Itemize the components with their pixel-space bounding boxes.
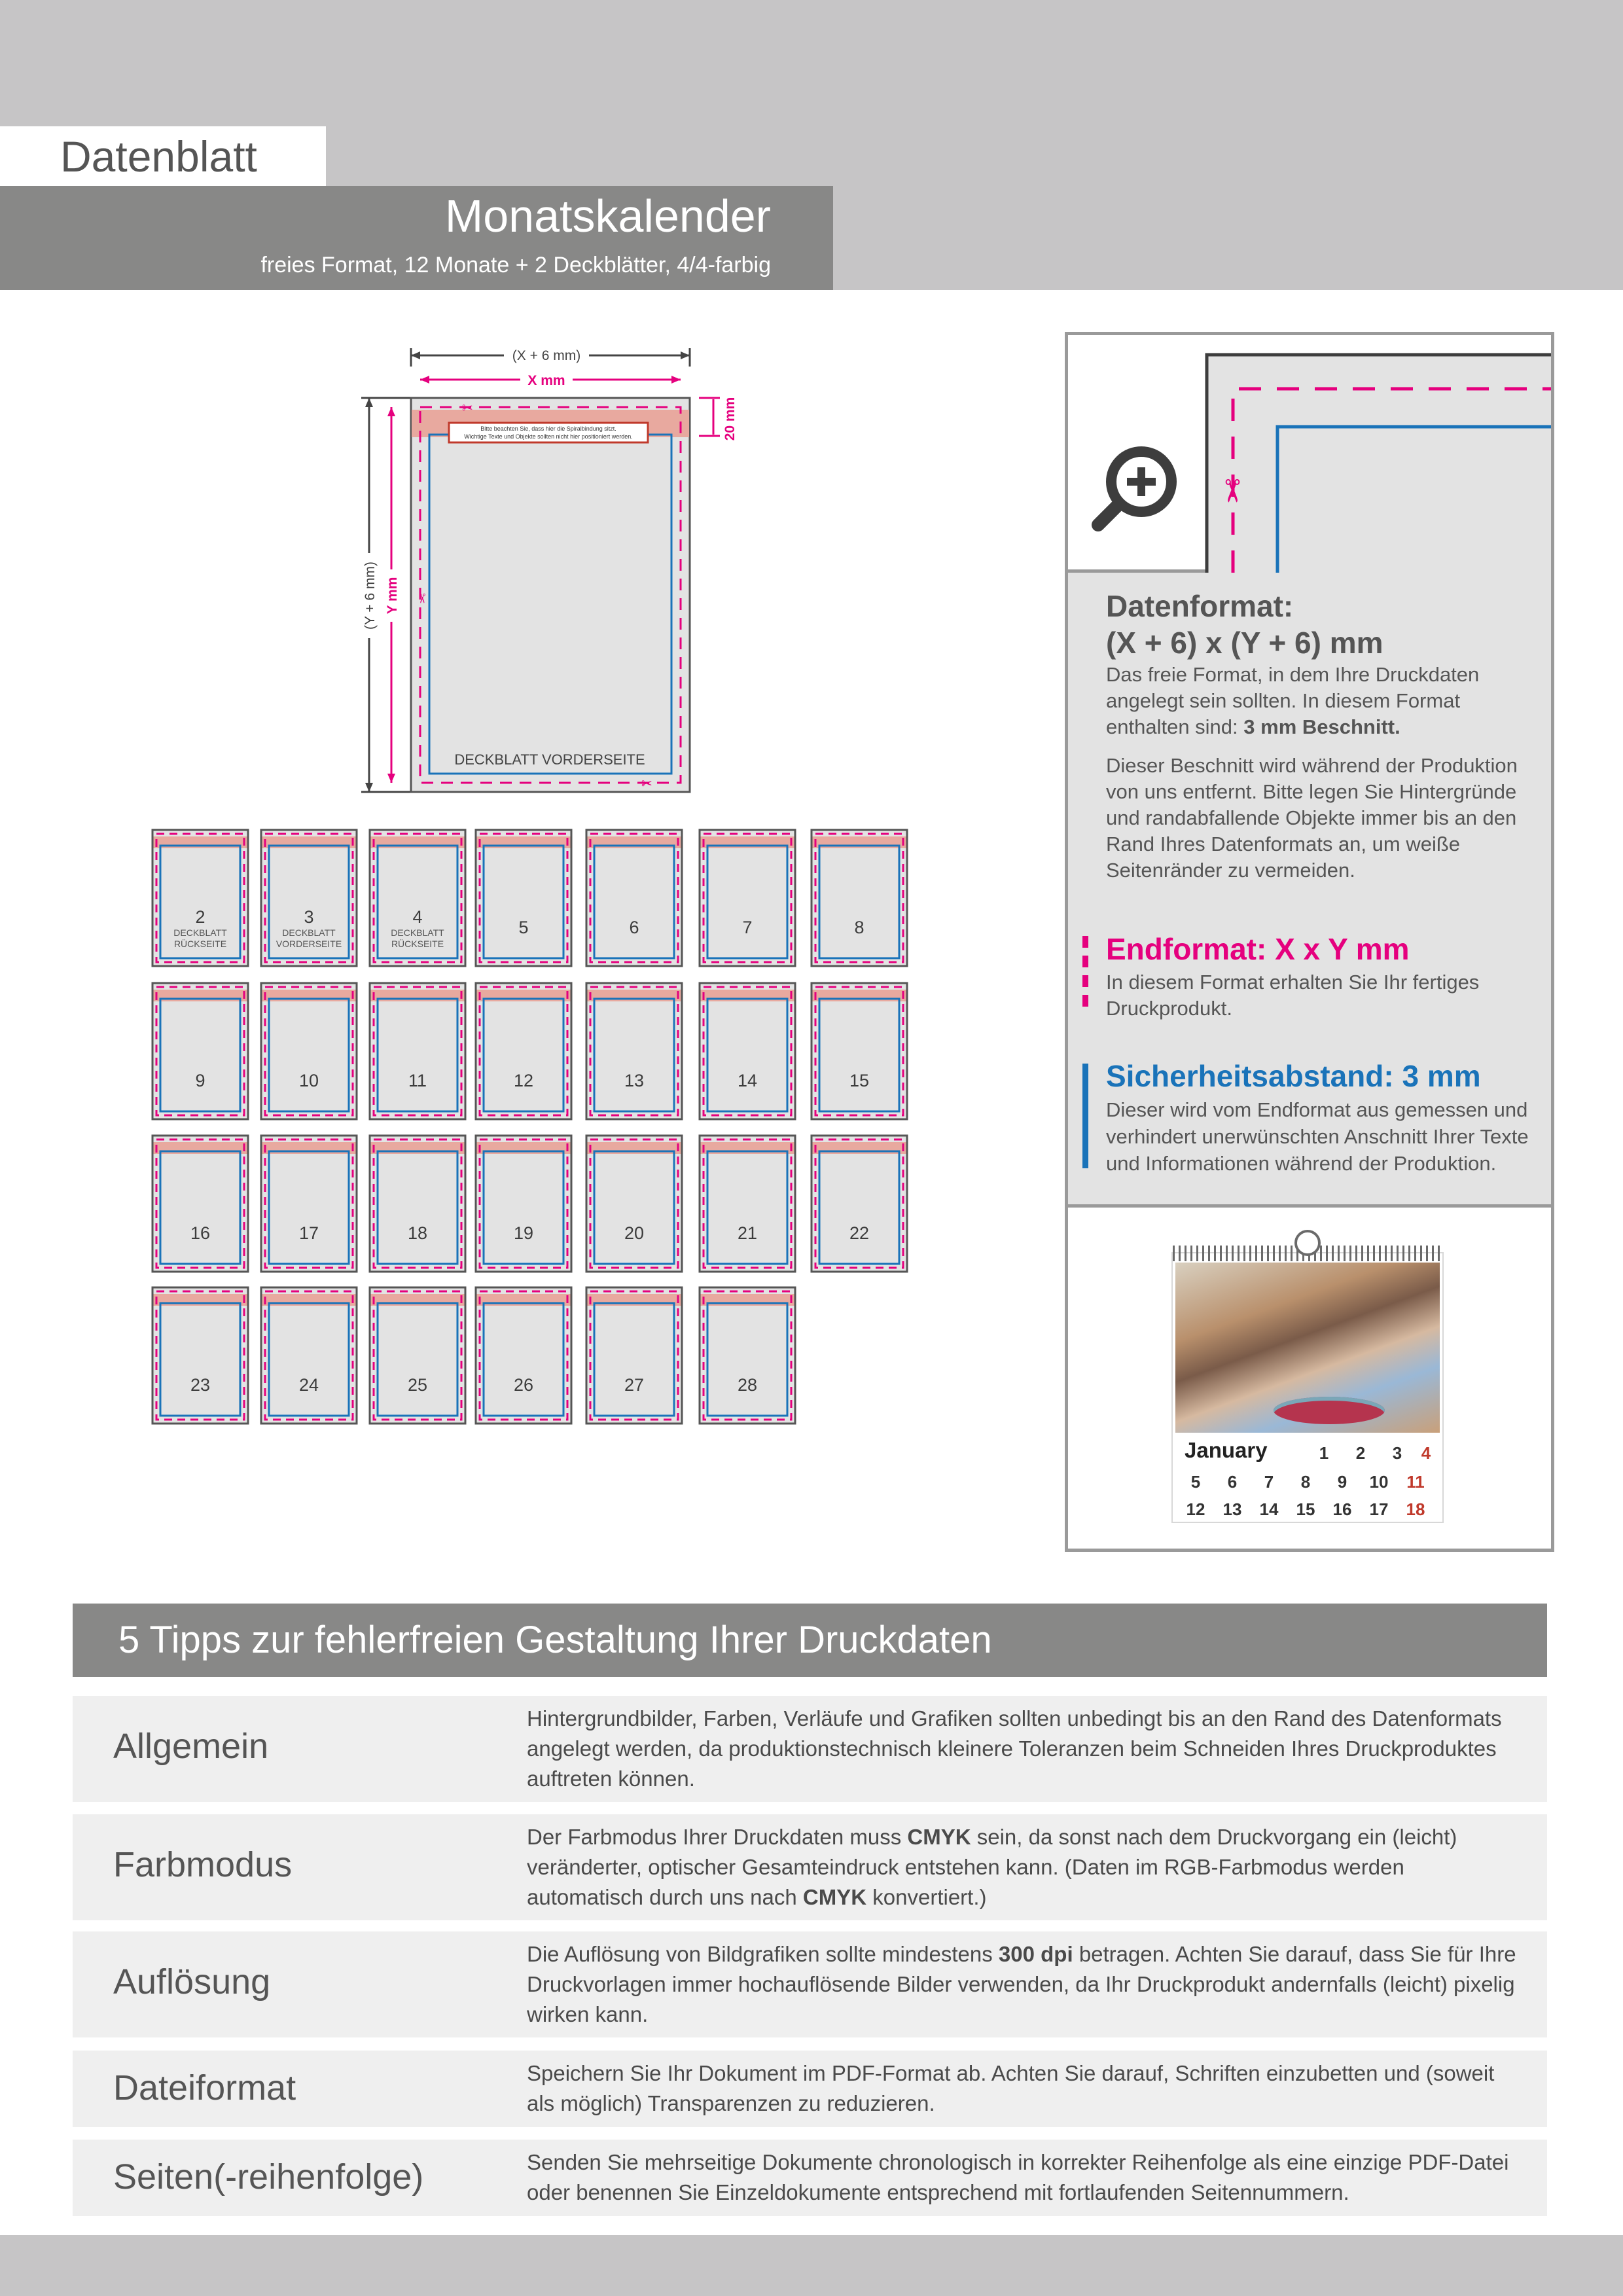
page-thumbnail <box>812 1136 907 1272</box>
page-number: 24 <box>298 1375 319 1395</box>
page-number: 5 <box>518 918 529 937</box>
tips-header <box>73 1604 1547 1677</box>
page-thumbnail <box>586 1136 682 1272</box>
page-thumbnail <box>812 983 907 1119</box>
tip-text-bold: CMYK <box>802 1885 867 1909</box>
page-number: 17 <box>298 1223 319 1243</box>
cal-day: 12 <box>1186 1499 1205 1519</box>
page-number: 20 <box>624 1223 645 1243</box>
page-thumbnail <box>700 830 795 966</box>
page-number: 3 <box>304 907 314 927</box>
tip-allgemein <box>73 1696 1547 1802</box>
page-thumbnail <box>700 983 795 1119</box>
spiral-note-line1: Bitte beachten Sie, dass hier die Spiralbindung sitzt. <box>480 425 616 432</box>
page-number: 6 <box>629 918 639 937</box>
tip-text-part: Die Auflösung von Bildgrafiken sollte mindestens <box>527 1942 993 1966</box>
page-number: 9 <box>195 1071 205 1090</box>
page-thumbnail <box>700 1287 795 1424</box>
page-thumbnail <box>261 983 357 1119</box>
cal-day: 5 <box>1190 1472 1201 1492</box>
cal-day: 18 <box>1406 1499 1425 1519</box>
page-number: 22 <box>849 1223 870 1243</box>
tip-aufloesung <box>73 1931 1547 2037</box>
page-thumbnail <box>370 830 465 966</box>
page-number: 4 <box>412 907 423 927</box>
cal-day: 11 <box>1406 1472 1425 1492</box>
format-text <box>1068 573 1551 1208</box>
cal-day: 1 <box>1319 1443 1329 1463</box>
cal-day: 15 <box>1296 1499 1315 1519</box>
page-number: 28 <box>737 1375 758 1395</box>
y-dimension <box>382 407 402 783</box>
page-thumbnail <box>586 983 682 1119</box>
bleed-detail-illustration <box>1068 335 1551 573</box>
tips-title: 5 Tipps zur fehlerfreien Gestaltung Ihrer Druckdaten <box>118 1619 992 1661</box>
sicherheit-marker <box>1082 1064 1088 1168</box>
page-number: 18 <box>407 1223 428 1243</box>
page-sub-label: VORDERSEITE <box>276 939 342 949</box>
beschnitt-text: Dieser Beschnitt wird während der Produktion von uns entfernt. Bitte legen Sie Hintergründe und randabfallende Objekte immer bis an den Rand Ihres Datenformats an, um weiße Seitenränder zu vermeiden. <box>1106 754 1518 882</box>
page-thumbnail <box>476 1287 571 1424</box>
tip-text: Hintergrundbilder, Farben, Verläufe und Grafiken sollten unbedingt bis an den Rand des Datenformats angelegt werden, da produktionstechnisch kleinere Toleranzen beim Schneiden Ihres Druckproduktes auftreten können. <box>527 1706 1502 1791</box>
page-number: 25 <box>407 1375 428 1395</box>
page-number: 7 <box>742 918 753 937</box>
calendar-preview <box>1068 1208 1551 1549</box>
scissors-icon: ✂ <box>1214 478 1249 505</box>
cal-day: 2 <box>1355 1443 1366 1463</box>
page-thumbnail <box>476 1136 571 1272</box>
tip-label: Auflösung <box>113 1962 271 2001</box>
cal-day: 6 <box>1227 1472 1238 1492</box>
svg-text:✂: ✂ <box>414 593 429 604</box>
magnifier-plus-icon <box>1098 452 1171 525</box>
page-number: 15 <box>849 1071 870 1090</box>
spiral-note-line2: Wichtige Texte und Objekte sollten nicht hier positioniert werden. <box>464 433 633 440</box>
endformat-marker <box>1082 936 1088 1014</box>
page-thumbnail <box>370 1287 465 1424</box>
cal-day: 14 <box>1259 1499 1279 1519</box>
page-number: 12 <box>513 1071 534 1090</box>
page-thumbnail <box>152 1287 248 1424</box>
page-number: 23 <box>190 1375 211 1395</box>
cal-day: 9 <box>1337 1472 1347 1492</box>
tip-text-part: konvertiert.) <box>872 1885 987 1909</box>
page-thumbnail <box>152 1136 248 1272</box>
y-label: Y mm <box>385 577 400 615</box>
datenformat-formula: (X + 6) x (Y + 6) mm <box>1106 626 1383 660</box>
page-thumbnail <box>700 1136 795 1272</box>
sicherheit-title: Sicherheitsabstand: 3 mm <box>1106 1059 1481 1093</box>
page-title: Monatskalender <box>444 190 771 242</box>
tip-text <box>527 1822 1522 1912</box>
width-label: (X + 6 mm) <box>512 348 581 363</box>
page-thumbnail <box>370 1136 465 1272</box>
width-dimension <box>411 346 690 367</box>
cal-day: 13 <box>1222 1499 1242 1519</box>
top-zone-dimension <box>699 397 738 441</box>
page-number: 8 <box>854 918 865 937</box>
svg-text:✂: ✂ <box>462 401 473 416</box>
x-label: X mm <box>527 373 565 388</box>
page-number: 11 <box>408 1071 427 1090</box>
tip-text: Senden Sie mehrseitige Dokumente chronologisch in korrekter Reihenfolge als eine einzige PDF-Datei oder benennen Sie Einzeldokumente entsprechend mit fortlaufenden Seitennummern. <box>527 2150 1509 2204</box>
tip-text-bold: CMYK <box>907 1825 971 1849</box>
calendar-mockup <box>1173 1253 1442 1522</box>
family-photo <box>1175 1263 1440 1433</box>
format-info-panel <box>1065 332 1554 1552</box>
svg-text:✂: ✂ <box>641 777 652 791</box>
cal-day: 16 <box>1332 1499 1352 1519</box>
tip-label: Farbmodus <box>113 1845 293 1884</box>
tip-seiten <box>73 2140 1547 2216</box>
page-thumbnail <box>586 1287 682 1424</box>
page-number: 27 <box>624 1375 645 1395</box>
page-number: 19 <box>513 1223 534 1243</box>
document-tag-label: Datenblatt <box>60 132 257 181</box>
tip-text-part: Der Farbmodus Ihrer Druckdaten muss <box>527 1825 902 1849</box>
page-number: 2 <box>195 907 205 927</box>
page-thumbnail <box>586 830 682 966</box>
tip-text-part: betragen. Achten Sie darauf, dass Sie für Ihre Druckvorlagen immer hochauflösende Bilder verwenden, da Ihr Druckprodukt andernfalls (leicht) pixelig wirken kann. <box>527 1942 1516 2026</box>
page-sub-label: DECKBLATT <box>282 927 336 938</box>
page-thumbnail <box>476 830 571 966</box>
tip-label: Seiten(-reihenfolge) <box>113 2157 424 2197</box>
cal-day: 10 <box>1369 1472 1389 1492</box>
page-number: 16 <box>190 1223 211 1243</box>
page-number: 13 <box>624 1071 645 1090</box>
cal-day: 17 <box>1369 1499 1389 1519</box>
document-tag <box>0 126 326 186</box>
calendar-format-diagram <box>0 314 929 1440</box>
page-thumbnail <box>152 830 248 966</box>
tip-farbmodus <box>73 1814 1547 1920</box>
cover-page-label: DECKBLATT VORDERSEITE <box>454 751 645 768</box>
tip-label: Dateiformat <box>113 2068 296 2108</box>
page-number: 14 <box>737 1071 758 1090</box>
sicherheit-text: Dieser wird vom Endformat aus gemessen und verhindert unerwünschten Anschnitt Ihrer Texte und Informationen während der Produktion. <box>1106 1098 1529 1175</box>
page-thumbnail <box>261 1287 357 1424</box>
tip-text-bold: 300 dpi <box>998 1942 1073 1966</box>
endformat-text: In diesem Format erhalten Sie Ihr fertiges Druckprodukt. <box>1106 971 1480 1020</box>
title-box <box>0 186 833 290</box>
tip-text-part: sein, da sonst nach dem Druckvorgang ein (leicht) veränderter, optischer Gesamteindruck entstehen kann. (Daten im RGB-Farbmodus werden automatisch durch uns nach <box>527 1825 1457 1909</box>
height-label: (Y + 6 mm) <box>363 561 378 630</box>
cal-day: 7 <box>1264 1472 1274 1492</box>
page-thumbnail <box>261 830 357 966</box>
tip-label: Allgemein <box>113 1727 269 1766</box>
page-thumbnail <box>370 983 465 1119</box>
datenformat-title: Datenformat: <box>1106 589 1294 623</box>
page-thumbnail-grid <box>152 830 907 1424</box>
zoom-detail <box>1068 335 1551 573</box>
hanger-hook <box>1294 1230 1321 1256</box>
cal-day: 8 <box>1300 1472 1311 1492</box>
page-number: 26 <box>513 1375 534 1395</box>
page-number: 21 <box>737 1223 758 1243</box>
x-dimension <box>420 370 681 389</box>
tip-text <box>527 1939 1522 2030</box>
page-thumbnail <box>812 830 907 966</box>
page-sub-label: DECKBLATT <box>173 927 227 938</box>
datenformat-bold: 3 mm Beschnitt. <box>1243 715 1400 738</box>
datenformat-desc: Das freie Format, in dem Ihre Druckdaten angelegt sein sollten. In diesem Format enthalten sind: <box>1106 663 1480 738</box>
page-sub-label: RÜCKSEITE <box>173 939 227 949</box>
calendar-month: January <box>1185 1438 1268 1462</box>
page-number: 10 <box>298 1071 319 1090</box>
tip-text: Speichern Sie Ihr Dokument im PDF-Format ab. Achten Sie darauf, Schriften einzubetten und (soweit als möglich) Transparenzen zu reduzieren. <box>527 2061 1495 2115</box>
cal-day: 4 <box>1421 1443 1431 1463</box>
cover-page <box>411 398 690 792</box>
tip-dateiformat <box>73 2051 1547 2127</box>
page-sub-label: DECKBLATT <box>391 927 444 938</box>
page-sub-label: RÜCKSEITE <box>391 939 444 949</box>
page-thumbnail <box>152 983 248 1119</box>
cal-day: 3 <box>1392 1443 1402 1463</box>
bottom-band <box>0 2235 1623 2296</box>
top-zone-label: 20 mm <box>722 397 738 441</box>
datenformat-text <box>1106 662 1538 740</box>
page-thumbnail <box>261 1136 357 1272</box>
page-thumbnail <box>476 983 571 1119</box>
page-subtitle: freies Format, 12 Monate + 2 Deckblätter, 4/4-farbig <box>260 253 771 278</box>
endformat-title: Endformat: X x Y mm <box>1106 932 1410 966</box>
